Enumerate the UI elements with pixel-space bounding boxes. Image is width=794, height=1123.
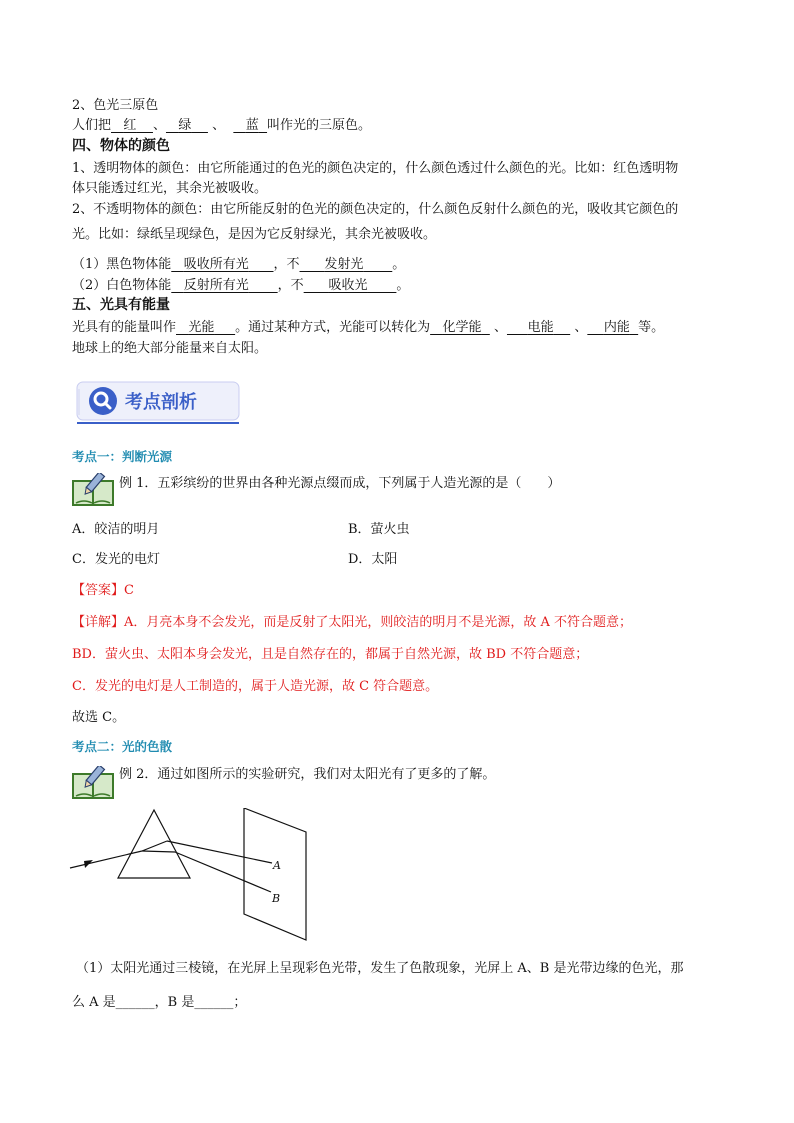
label-b: B	[272, 892, 281, 905]
primary-colors-sentence: 人们把 红 、 绿 、 蓝 叫作光的三原色。	[72, 118, 372, 133]
section-title: 2、色光三原色	[72, 98, 159, 113]
paragraph-line: 2、不透明物体的颜色：由它所能反射的色光的颜色决定的，什么颜色反射什么颜色的光，吸收其它颜色的	[72, 202, 679, 217]
answer-blank: 吸收光	[328, 278, 368, 293]
magnifier-icon	[89, 387, 117, 415]
blank-light-energy: 光能	[188, 320, 215, 335]
paragraph-line: 地球上的绝大部分能量来自太阳。	[72, 341, 268, 356]
sub-question-line: （1）太阳光通过三棱镜，在光屏上呈现彩色光带，发生了色散现象，光屏上 A、B 是光带边缘的色光，那	[76, 961, 684, 976]
light-screen	[244, 808, 306, 940]
blank-red: 红	[123, 118, 137, 133]
paragraph-line: 光。比如：绿纸呈现绿色，是因为它反射绿光，其余光被吸收。	[72, 227, 437, 242]
question-line: （1）黑色物体能 吸收所有光 ，不 发射光 。	[72, 257, 406, 272]
ray-arrowhead	[84, 860, 93, 868]
detail-line: C．发光的电灯是人工制造的，属于人造光源，故 C 符合题意。	[72, 679, 439, 694]
answer-blank: 吸收所有光	[183, 257, 249, 272]
option-a: A．皎洁的明月	[72, 522, 160, 537]
question-line: （2）白色物体能 反射所有光 ，不 吸收光 。	[72, 278, 410, 293]
blank-internal: 内能	[603, 320, 630, 335]
sub-question-line: 么 A 是______，B 是______；	[72, 995, 247, 1010]
answer-line: 【答案】C	[72, 583, 134, 598]
book-pencil-icon	[72, 766, 114, 800]
option-d: D．太阳	[348, 552, 398, 567]
paragraph-line: 体只能透过红光，其余光被吸收。	[72, 181, 268, 196]
answer-blank: 发射光	[324, 257, 364, 272]
option-c: C．发光的电灯	[72, 552, 160, 567]
badge-label: 考点剖析	[125, 392, 197, 413]
book-pencil-icon	[72, 473, 114, 507]
blank-green: 绿	[178, 118, 192, 133]
blank-blue: 蓝	[245, 118, 259, 133]
detail-line: BD．萤火虫、太阳本身会发光，且是自然存在的，都属于自然光源，故 BD 不符合题意；	[72, 647, 589, 662]
example-question: 例 2．通过如图所示的实验研究，我们对太阳光有了更多的了解。	[119, 767, 496, 782]
section-heading: 五、光具有能量	[72, 297, 170, 313]
incident-ray	[70, 851, 142, 868]
detail-line: 【详解】A．月亮本身不会发光，而是反射了太阳光，则皎洁的明月不是光源，故 A 不符合题意；	[72, 615, 633, 630]
key-point-label: 考点二：光的色散	[72, 739, 173, 754]
key-points-badge	[73, 379, 243, 425]
example-question: 例 1．五彩缤纷的世界由各种光源点缀而成，下列属于人造光源的是（ ）	[119, 476, 561, 491]
paragraph-line: 1、透明物体的颜色：由它所能通过的色光的颜色决定的，什么颜色透过什么颜色的光。比如：红色透明物	[72, 161, 679, 176]
conclusion-line: 故选 C。	[72, 710, 126, 725]
blank-electric: 电能	[527, 320, 554, 335]
emergent-ray-a	[167, 841, 272, 863]
label-a: A	[273, 859, 281, 872]
answer-blank: 反射所有光	[183, 278, 249, 293]
prism-dispersion-diagram	[66, 808, 316, 948]
section-heading: 四、物体的颜色	[72, 138, 170, 154]
internal-ray-lower	[142, 851, 175, 852]
key-point-label: 考点一：判断光源	[72, 449, 173, 464]
blank-chemical: 化学能	[442, 320, 482, 335]
internal-ray-upper	[142, 841, 167, 851]
energy-sentence: 光具有的能量叫作 光能 。通过某种方式，光能可以转化为 化学能 、 电能 、 内能 等。	[72, 320, 665, 335]
emergent-ray-b	[175, 852, 271, 892]
option-b: B．萤火虫	[348, 522, 410, 537]
